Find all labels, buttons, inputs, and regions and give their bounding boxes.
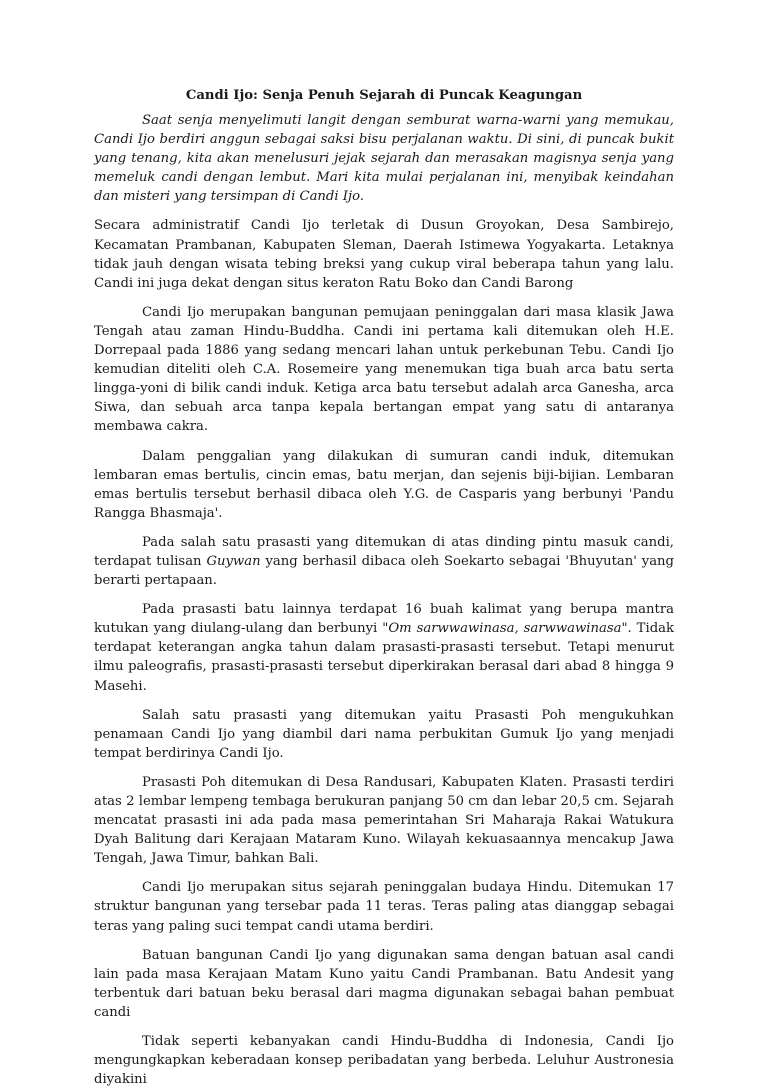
paragraph-prasasti-poh-details: Prasasti Poh ditemukan di Desa Randusari, Kabupaten Klaten. Prasasti terdiri atas 2 lembar lempeng tembaga berukuran panjang 50 cm dan lebar 20,5 cm. Sejarah mencatat prasasti ini ada pada masa pemerintahan Sri Maharaja Rakai Watukura Dyah Balitung dari Kerajaan Mataram Kuno. Wilayah kekuasaannya mencakup Jawa Tengah, Jawa Timur, bahkan Bali. [94, 774, 674, 867]
paragraph-history: Candi Ijo merupakan bangunan pemujaan peninggalan dari masa klasik Jawa Tengah atau zaman Hindu-Buddha. Candi ini pertama kali ditemukan oleh H.E. Dorrepaal pada 1886 yang sedang mencari lahan untuk perkebunan Tebu. Candi Ijo kemudian diteliti oleh C.A. Rosemeire yang menemukan tiga buah arca batu serta lingga-yoni di bilik candi induk. Ketiga arca batu tersebut adalah arca Ganesha, arca Siwa, dan sebuah arca tanpa kepala bertangan empat yang satu di antaranya membawa cakra. [94, 304, 674, 435]
document-body [94, 86, 674, 1089]
paragraph-prasasti-poh-naming: Salah satu prasasti yang ditemukan yaitu Prasasti Poh mengukuhkan penamaan Candi Ijo yang diambil dari nama perbukitan Gumuk Ijo yang menjadi tempat berdirinya Candi Ijo. [94, 707, 674, 761]
document-title: Candi Ijo: Senja Penuh Sejarah di Puncak Keagungan [185, 88, 583, 103]
italic-mantra: Om sarwwawinasa, sarwwawinasa [388, 621, 622, 637]
paragraph-location: Secara administratif Candi Ijo terletak di Dusun Groyokan, Desa Sambirejo, Kecamatan Prambanan, Kabupaten Sleman, Daerah Istimewa Yogyakarta. Letaknya tidak jauh dengan wisata tebing breksi yang cukup viral beberapa tahun yang lalu. Candi ini juga dekat dengan situs keraton Ratu Boko dan Candi Barong [94, 218, 674, 291]
paragraph-structures: Candi Ijo merupakan situs sejarah peninggalan budaya Hindu. Ditemukan 17 struktur bangunan yang tersebar pada 11 teras. Teras paling atas dianggap sebagai teras yang paling suci tempat candi utama berdiri. [94, 880, 674, 934]
paragraph-guywan-inscription [94, 533, 674, 590]
paragraph-mantra-inscription [94, 600, 674, 695]
paragraph-building-stone: Batuan bangunan Candi Ijo yang digunakan sama dengan batuan asal candi lain pada masa Kerajaan Matam Kuno yaitu Candi Prambanan. Batu Andesit yang terbentuk dari batuan beku berasal dari magma digunakan sebagai bahan pembuat candi [94, 947, 674, 1020]
italic-term: Guywan [206, 553, 261, 569]
paragraph-text: ". Tidak terdapat keterangan angka tahun dalam prasasti-prasasti tersebut. Tetapi menurut ilmu paleografis, prasasti-prasasti tersebut diperkirakan berasal dari abad 8 hingga 9 Masehi. [94, 621, 674, 694]
paragraph-text: Pada prasasti batu lainnya terdapat 16 buah kalimat yang berupa mantra kutukan yang diulang-ulang dan berbunyi " [94, 602, 674, 637]
paragraph-text: yang berhasil dibaca oleh Soekarto sebagai 'Bhuyutan' yang berarti pertapaan. [94, 553, 674, 589]
paragraph-excavation: Dalam penggalian yang dilakukan di sumuran candi induk, ditemukan lembaran emas bertulis, cincin emas, batu merjan, dan sejenis biji-bijian. Lembaran emas bertulis tersebut berhasil dibaca oleh Y.G. de Casparis yang berbunyi 'Pandu Rangga Bhasmaja'. [94, 448, 674, 521]
intro-paragraph: Saat senja menyelimuti langit dengan semburat warna-warni yang memukau, Candi Ijo berdiri anggun sebagai saksi bisu perjalanan waktu. Di sini, di puncak bukit yang tenang, kita akan menelusuri jejak sejarah dan merasakan magisnya senja yang memeluk candi dengan lembut. Mari kita mulai perjalanan ini, menyibak keindahan dan misteri yang tersimpan di Candi Ijo. [94, 113, 674, 205]
paragraph-text: Pada salah satu prasasti yang ditemukan di atas dinding pintu masuk candi, terdapat tulisan [94, 534, 674, 569]
paragraph-worship-concept: Tidak seperti kebanyakan candi Hindu-Buddha di Indonesia, Candi Ijo mengungkapkan keberadaan konsep peribadatan yang berbeda. Leluhur Austronesia diyakini [94, 1034, 674, 1088]
